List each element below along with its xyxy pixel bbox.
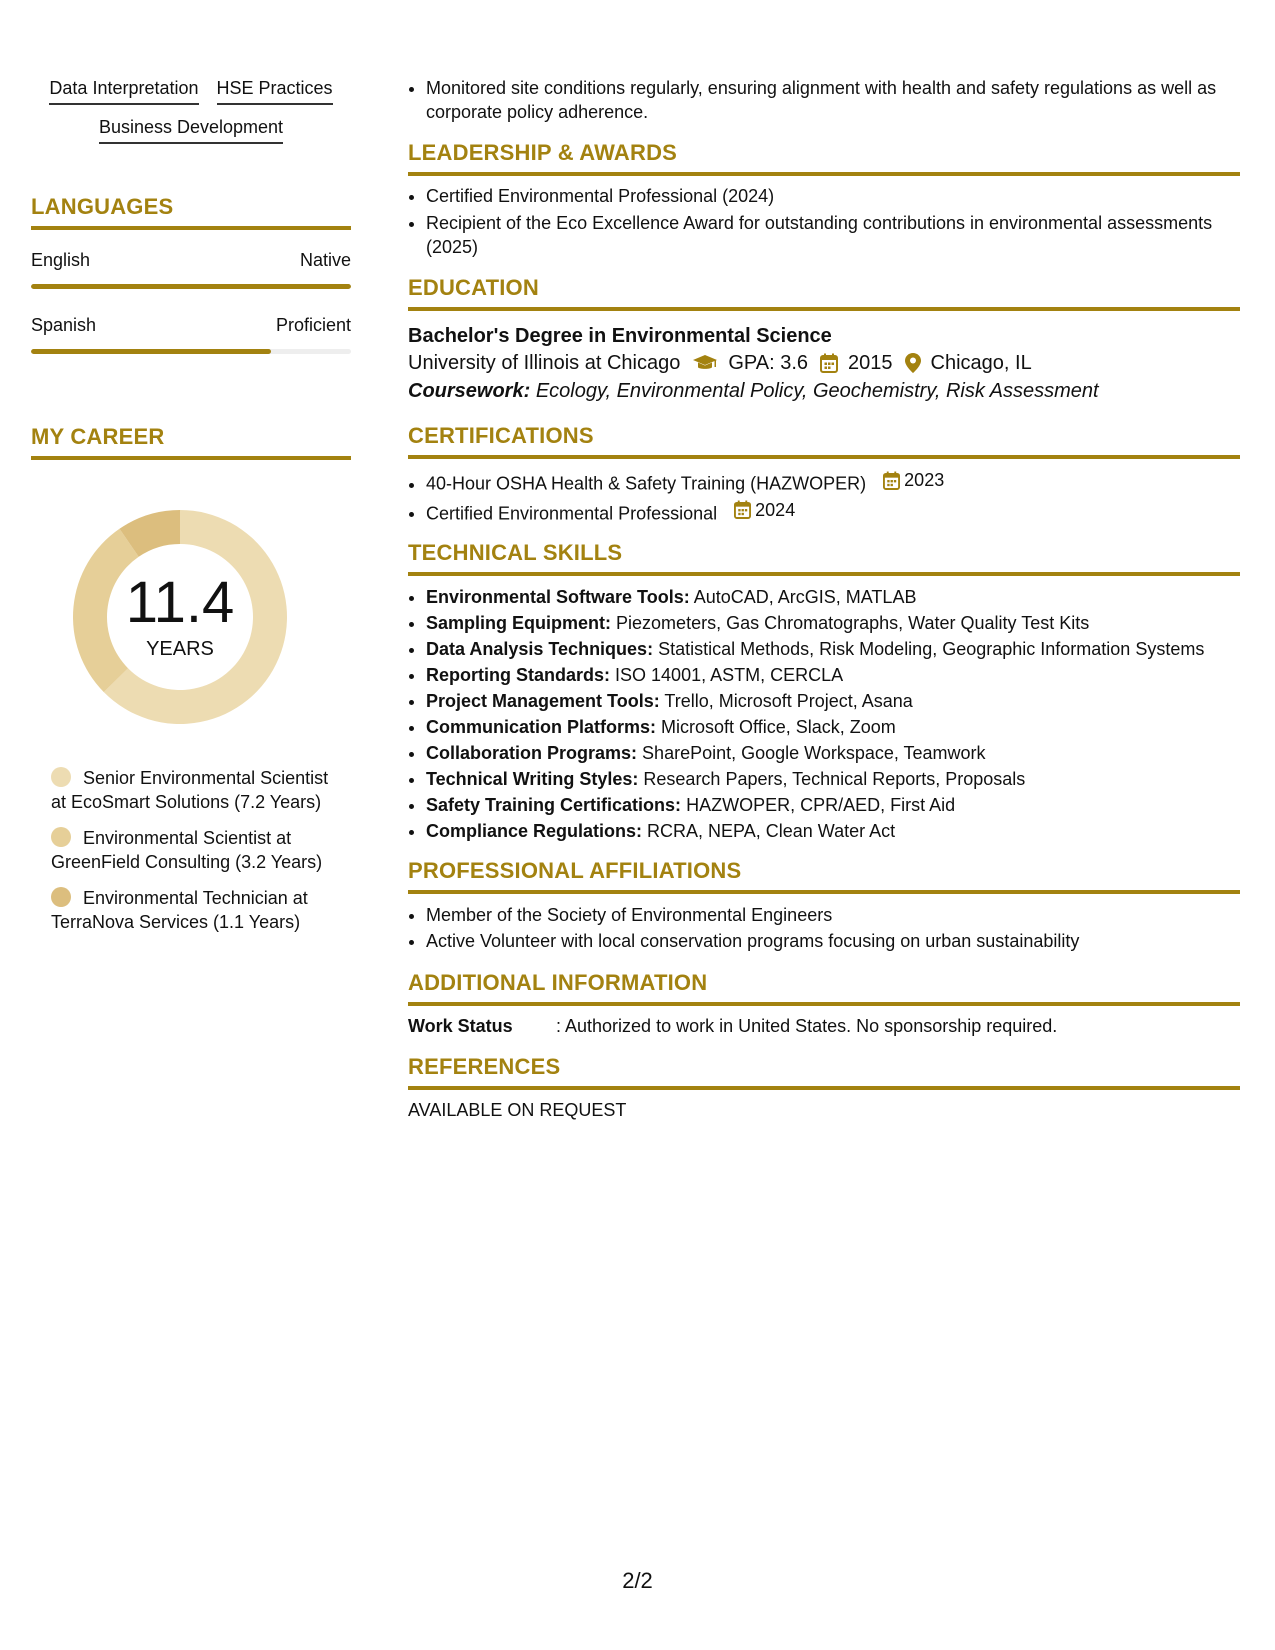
technical-skill-label: Sampling Equipment: — [426, 613, 612, 633]
career-legend — [51, 766, 331, 934]
technical-skill-item — [426, 714, 1240, 740]
education-gpa: GPA: 3.6 — [728, 352, 809, 374]
technical-skill-item — [426, 818, 1240, 844]
certification-item — [426, 467, 1240, 497]
career-legend-label: Environmental Scientist at GreenField Consulting (3.2 Years) — [51, 828, 323, 872]
language-item — [31, 315, 351, 354]
technical-skill-value: SharePoint, Google Workspace, Teamwork — [642, 743, 986, 763]
certification-name: 40-Hour OSHA Health & Safety Training (HAZWOPER) — [426, 473, 867, 494]
affiliation-item: • Active Volunteer with local conservation programs focusing on urban sustainability — [426, 928, 1240, 954]
leadership-title: LEADERSHIP & AWARDS — [408, 140, 1240, 176]
additional-title: ADDITIONAL INFORMATION — [408, 970, 1240, 1006]
technical-skill-label: Data Analysis Techniques: — [426, 639, 654, 659]
language-item — [31, 250, 351, 289]
technical-skill-item — [426, 688, 1240, 714]
education-details — [408, 349, 1240, 377]
left-column — [31, 76, 351, 946]
technical-skill-label: Collaboration Programs: — [426, 743, 638, 763]
language-bar — [31, 349, 351, 354]
technical-skill-value: Piezometers, Gas Chromatographs, Water Quality Test Kits — [616, 613, 1090, 633]
technical-skill-label: Reporting Standards: — [426, 665, 611, 685]
language-bar-fill — [31, 349, 271, 354]
leadership-item: • Recipient of the Eco Excellence Award for outstanding contributions in environmental assessments (2025) — [426, 211, 1240, 259]
education-section — [408, 275, 1240, 405]
career-total-value: 11.4 — [125, 569, 235, 635]
technical-skills-section — [408, 540, 1240, 844]
leadership-item: • Certified Environmental Professional (2024) — [426, 184, 1240, 208]
education-coursework — [408, 377, 1240, 405]
technical-skill-value: HAZWOPER, CPR/AED, First Aid — [686, 795, 956, 815]
language-name: Spanish — [31, 315, 97, 335]
technical-skill-item — [426, 766, 1240, 792]
technical-skills-title: TECHNICAL SKILLS — [408, 540, 1240, 576]
right-column — [408, 76, 1240, 1121]
career-legend-item — [51, 766, 331, 814]
technical-skill-label: Compliance Regulations: — [426, 821, 643, 841]
career-title: MY CAREER — [31, 424, 351, 460]
skill-tag: HSE Practices — [217, 76, 333, 105]
affiliations-title: PROFESSIONAL AFFILIATIONS — [408, 858, 1240, 894]
technical-skill-value: Trello, Microsoft Project, Asana — [664, 691, 913, 711]
technical-skill-value: Research Papers, Technical Reports, Proposals — [643, 769, 1026, 789]
work-status-label: Work Status — [408, 1016, 513, 1036]
graduation-cap-icon — [692, 354, 718, 372]
calendar-icon — [883, 471, 900, 490]
references-section — [408, 1054, 1240, 1121]
certifications-title: CERTIFICATIONS — [408, 423, 1240, 459]
career-total-unit: YEARS — [146, 637, 214, 660]
leadership-list — [408, 184, 1240, 259]
location-pin-icon — [905, 353, 921, 373]
affiliation-item: • Member of the Society of Environmental Engineers — [426, 902, 1240, 928]
career-donut — [65, 502, 295, 732]
technical-skill-item — [426, 610, 1240, 636]
language-bar — [31, 284, 351, 289]
work-status-row — [408, 1014, 1240, 1038]
language-level: Native — [299, 250, 351, 270]
language-level: Proficient — [275, 315, 351, 335]
calendar-icon — [820, 353, 838, 373]
coursework-label: Coursework: — [408, 380, 531, 402]
experience-bullet: • Monitored site conditions regularly, ensuring alignment with health and safety regulations as well as corporate policy adherence. — [426, 76, 1240, 124]
leadership-section — [408, 140, 1240, 259]
language-name: English — [31, 250, 91, 270]
technical-skill-value: Statistical Methods, Risk Modeling, Geographic Information Systems — [658, 639, 1205, 659]
coursework-value: Ecology, Environmental Policy, Geochemistry, Risk Assessment — [535, 380, 1099, 402]
education-school: University of Illinois at Chicago — [408, 352, 681, 374]
career-legend-label: Senior Environmental Scientist at EcoSmart Solutions (7.2 Years) — [51, 768, 329, 812]
career-section — [31, 424, 351, 934]
additional-section — [408, 970, 1240, 1038]
certification-name: Certified Environmental Professional — [426, 503, 718, 523]
education-degree: Bachelor's Degree in Environmental Science — [408, 325, 832, 347]
skill-tags — [31, 76, 351, 144]
technical-skill-value: ISO 14001, ASTM, CERCLA — [615, 665, 844, 685]
languages-title: LANGUAGES — [31, 194, 351, 230]
technical-skill-item — [426, 584, 1240, 610]
technical-skill-item — [426, 636, 1240, 662]
technical-skill-label: Environmental Software Tools: — [426, 587, 690, 607]
technical-skill-label: Project Management Tools: — [426, 691, 660, 711]
technical-skill-value: RCRA, NEPA, Clean Water Act — [647, 821, 896, 841]
education-location: Chicago, IL — [930, 352, 1032, 374]
experience-tail-list — [408, 76, 1240, 124]
technical-skills-list — [408, 584, 1240, 844]
technical-skill-label: Technical Writing Styles: — [426, 769, 639, 789]
certification-item — [426, 497, 1240, 527]
legend-dot — [51, 767, 71, 787]
language-bar-fill — [31, 284, 351, 289]
technical-skill-label: Safety Training Certifications: — [426, 795, 682, 815]
technical-skill-item — [426, 662, 1240, 688]
career-legend-item — [51, 886, 331, 934]
technical-skill-value: AutoCAD, ArcGIS, MATLAB — [693, 587, 917, 607]
legend-dot — [51, 827, 71, 847]
technical-skill-item — [426, 792, 1240, 818]
affiliations-section — [408, 858, 1240, 954]
references-text: AVAILABLE ON REQUEST — [408, 1100, 627, 1120]
skill-tag: Data Interpretation — [49, 76, 198, 105]
certifications-list — [408, 467, 1240, 526]
calendar-icon — [734, 500, 751, 519]
certification-year: 2024 — [755, 499, 796, 520]
education-year: 2015 — [848, 352, 893, 374]
technical-skill-label: Communication Platforms: — [426, 717, 657, 737]
technical-skill-item — [426, 740, 1240, 766]
skill-tag: Business Development — [99, 115, 283, 144]
languages-section — [31, 194, 351, 354]
certifications-section — [408, 423, 1240, 526]
references-title: REFERENCES — [408, 1054, 1240, 1090]
career-legend-item — [51, 826, 331, 874]
technical-skill-value: Microsoft Office, Slack, Zoom — [661, 717, 896, 737]
education-title: EDUCATION — [408, 275, 1240, 311]
affiliations-list — [408, 902, 1240, 954]
legend-dot — [51, 887, 71, 907]
career-legend-label: Environmental Technician at TerraNova Services (1.1 Years) — [51, 888, 308, 932]
page-number: 2/2 — [622, 1568, 653, 1593]
certification-year: 2023 — [904, 470, 945, 490]
work-status-value: : Authorized to work in United States. No sponsorship required. — [556, 1016, 1058, 1036]
